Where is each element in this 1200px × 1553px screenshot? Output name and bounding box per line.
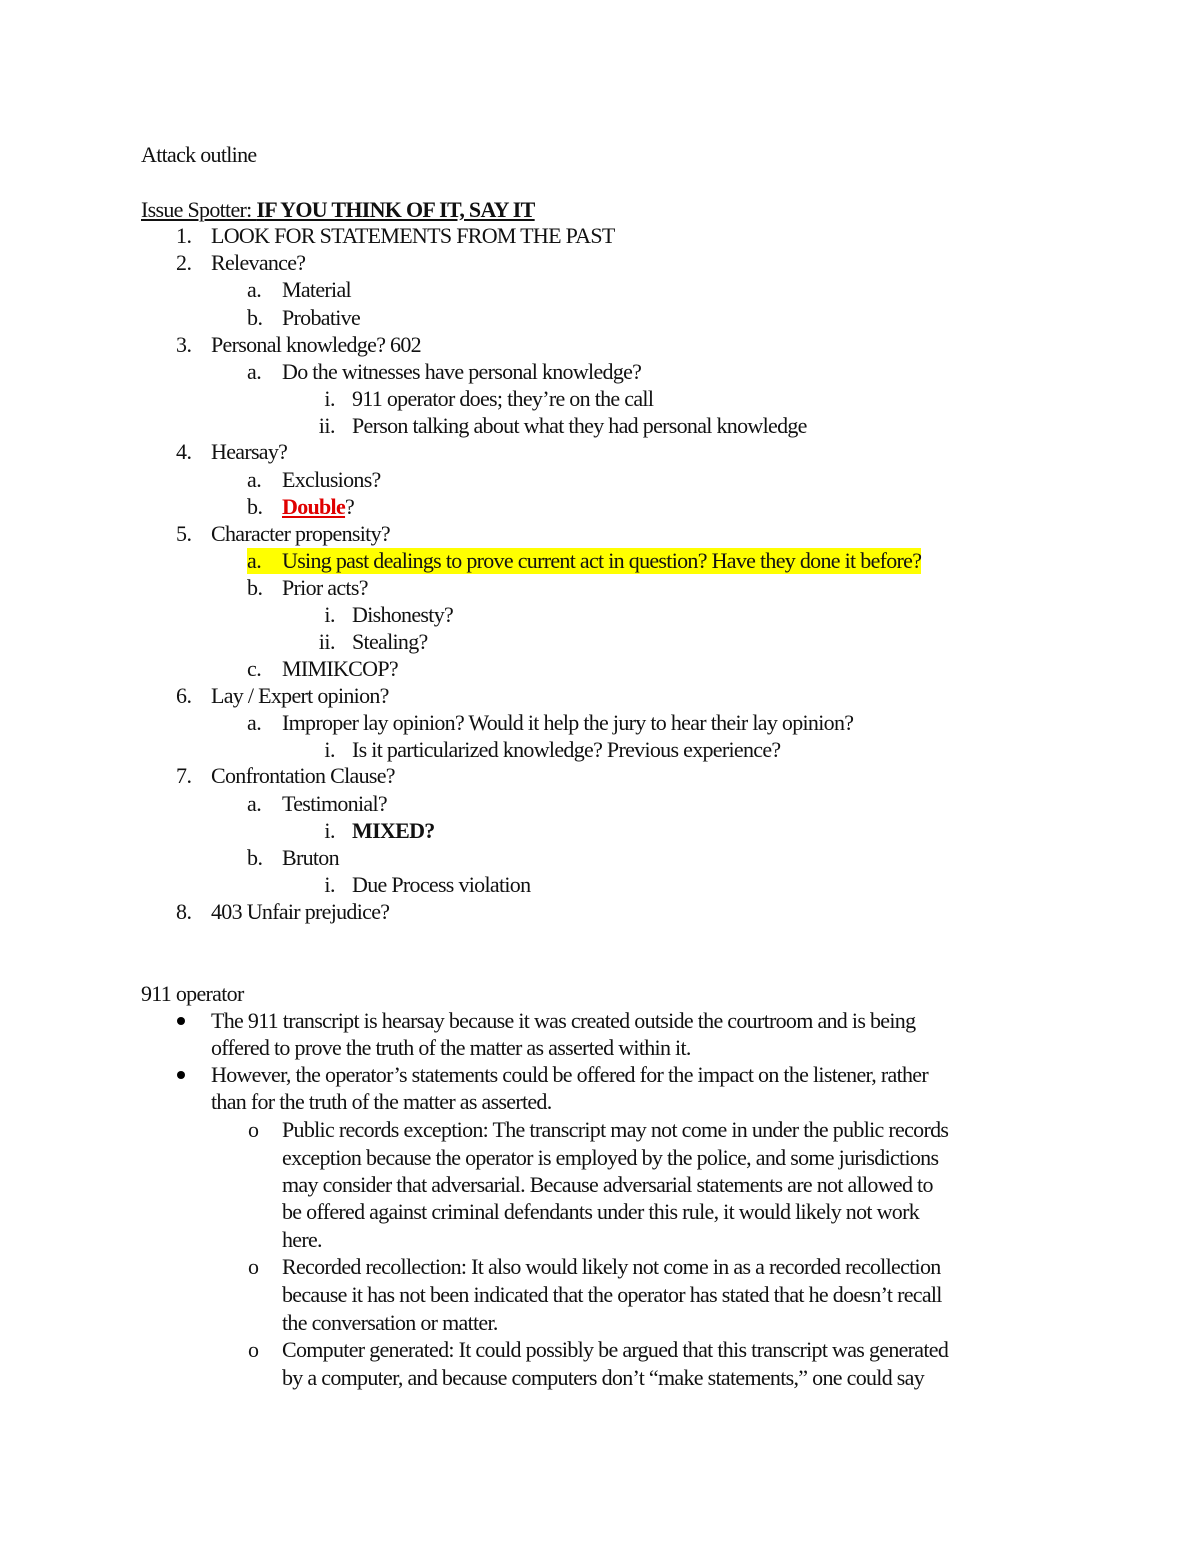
list-item: Person talking about what they had personal knowledge (352, 413, 807, 438)
issue-spotter-label: Issue Spotter: (141, 197, 257, 222)
list-marker: 6. (176, 683, 192, 708)
list-marker: c. (247, 656, 262, 681)
list-item: Testimonial? (282, 791, 387, 816)
list-item: Relevance? (211, 250, 306, 275)
list-marker: a. (247, 277, 262, 302)
list-item: MIXED? (352, 818, 435, 843)
list-item: Character propensity? (211, 521, 390, 546)
bullet-line: The 911 transcript is hearsay because it was created outside the courtroom and is being (211, 1008, 916, 1033)
list-marker: b. (247, 494, 263, 519)
list-item: Confrontation Clause? (211, 763, 395, 788)
list-item: 403 Unfair prejudice? (211, 899, 390, 924)
sub-bullet-line: by a computer, and because computers don’t “make statements,” one could say (282, 1365, 925, 1390)
list-marker: ii. (318, 413, 335, 438)
list-marker: ii. (318, 629, 335, 654)
list-item (282, 494, 354, 520)
section-heading: 911 operator (141, 981, 244, 1006)
sub-bullet-line: Recorded recollection: It also would likely not come in as a recorded recollection (282, 1254, 941, 1279)
list-marker: 5. (176, 521, 192, 546)
list-marker: a. (247, 548, 283, 574)
sub-bullet-line: may consider that adversarial. Because adversarial statements are not allowed to (282, 1172, 933, 1197)
list-item: Prior acts? (282, 575, 368, 600)
list-item: Lay / Expert opinion? (211, 683, 389, 708)
list-marker: 1. (176, 223, 192, 248)
list-item: Do the witnesses have personal knowledge? (282, 359, 642, 384)
sub-bullet-line: here. (282, 1227, 322, 1252)
list-marker: i. (324, 737, 335, 762)
list-marker: 4. (176, 439, 192, 464)
sub-bullet-icon: o (248, 1117, 259, 1142)
list-item: 911 operator does; they’re on the call (352, 386, 654, 411)
sub-bullet-line: Computer generated: It could possibly be argued that this transcript was generated (282, 1337, 949, 1362)
list-marker: a. (247, 467, 262, 492)
list-item: Is it particularized knowledge? Previous experience? (352, 737, 781, 762)
issue-spotter-emphasis: IF YOU THINK OF IT, SAY IT (256, 197, 535, 222)
list-item: Dishonesty? (352, 602, 454, 627)
list-item-suffix: ? (345, 494, 355, 519)
bullet-line: than for the truth of the matter as asserted. (211, 1089, 552, 1114)
bullet-line: offered to prove the truth of the matter as asserted within it. (211, 1035, 691, 1060)
list-marker: i. (324, 602, 335, 627)
list-marker: b. (247, 305, 263, 330)
list-marker: b. (247, 575, 263, 600)
list-marker: i. (324, 386, 335, 411)
bullet-line: However, the operator’s statements could be offered for the impact on the listener, rather (211, 1062, 928, 1087)
list-item: LOOK FOR STATEMENTS FROM THE PAST (211, 223, 615, 248)
list-marker: i. (324, 872, 335, 897)
list-marker: 3. (176, 332, 192, 357)
list-item: Exclusions? (282, 467, 381, 492)
sub-bullet-line: Public records exception: The transcript may not come in under the public records (282, 1117, 949, 1142)
highlighted-list-item: Using past dealings to prove current act in question? Have they done it before? (282, 548, 922, 573)
list-item: Material (282, 277, 351, 302)
list-marker: a. (247, 791, 262, 816)
list-marker: a. (247, 359, 262, 384)
list-item: Due Process violation (352, 872, 531, 897)
list-marker: a. (247, 710, 262, 735)
sub-bullet-icon: o (248, 1254, 259, 1279)
sub-bullet-line: because it has not been indicated that the operator has stated that he doesn’t recall (282, 1282, 942, 1307)
sub-bullet-line: the conversation or matter. (282, 1310, 498, 1335)
list-marker: b. (247, 845, 263, 870)
list-marker: 7. (176, 763, 192, 788)
list-item: Personal knowledge? 602 (211, 332, 421, 357)
bullet-icon (177, 1017, 185, 1025)
bullet-icon (177, 1071, 185, 1079)
list-item: Stealing? (352, 629, 428, 654)
sub-bullet-icon: o (248, 1337, 259, 1362)
list-marker: 2. (176, 250, 192, 275)
list-item: Probative (282, 305, 361, 330)
sub-bullet-line: be offered against criminal defendants under this rule, it would likely not work (282, 1199, 920, 1224)
list-item: MIMIKCOP? (282, 656, 398, 681)
list-item: Improper lay opinion? Would it help the jury to hear their lay opinion? (282, 710, 854, 735)
issue-spotter-heading (141, 197, 535, 223)
document-title: Attack outline (141, 142, 257, 167)
red-emphasis: Double (282, 494, 346, 519)
sub-bullet-line: exception because the operator is employed by the police, and some jurisdictions (282, 1145, 939, 1170)
list-marker: 8. (176, 899, 192, 924)
list-marker: i. (324, 818, 335, 843)
list-item: Hearsay? (211, 439, 288, 464)
list-item: Bruton (282, 845, 339, 870)
